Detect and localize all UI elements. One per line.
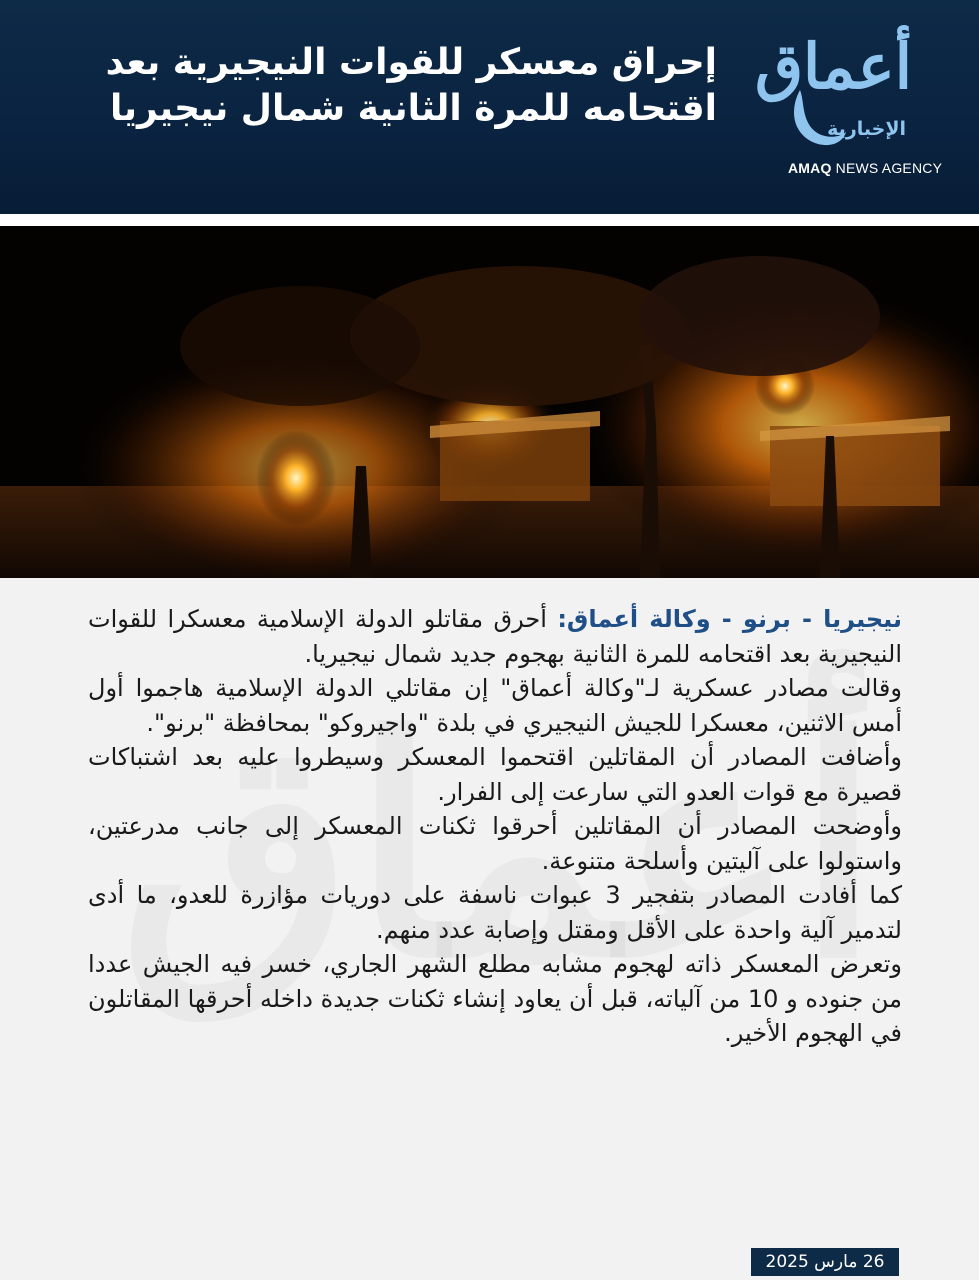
news-photo	[0, 226, 979, 578]
paragraph-5: كما أفادت المصادر بتفجير 3 عبوات ناسفة على دوريات مؤازرة للعدو، ما أدى لتدمير آلية واحدة على الأقل ومقتل وإصابة عدد منهم.	[88, 881, 902, 944]
logo-english	[788, 160, 942, 176]
logo-english-rest: NEWS AGENCY	[831, 160, 943, 176]
burning-camp-image	[0, 226, 979, 578]
logo-english-bold: AMAQ	[788, 160, 832, 176]
header-divider	[0, 214, 979, 226]
amaq-logo	[754, 22, 952, 182]
paragraph-6: وتعرض المعسكر ذاته لهجوم مشابه مطلع الشهر الجاري، خسر فيه الجيش عددا من جنوده و 10 من آلياته، قبل أن يعاود إنشاء ثكنات جديدة داخله أحرقها المقاتلون في الهجوم الأخير.	[88, 950, 902, 1047]
article-body	[88, 602, 902, 1051]
logo-subtitle: الإخبارية	[827, 118, 906, 140]
date-badge: 26 مارس 2025	[751, 1248, 899, 1276]
dateline: نيجيريا - برنو - وكالة أعماق:	[557, 605, 902, 633]
logo-arabic-text: أعماق	[754, 30, 912, 103]
logo-swoosh-icon	[788, 82, 848, 152]
headline: إحراق معسكر للقوات النيجيرية بعد اقتحامه للمرة الثانية شمال نيجيريا	[105, 42, 717, 129]
paragraph-1-text: أحرق مقاتلو الدولة الإسلامية معسكرا للقوات النيجيرية بعد اقتحامه للمرة الثانية بهجوم جديد شمال نيجيريا.	[88, 605, 902, 668]
article-paragraph	[88, 602, 902, 671]
paragraph-4: وأوضحت المصادر أن المقاتلين أحرقوا ثكنات المعسكر إلى جانب مدرعتين، واستولوا على آليتين وأسلحة متنوعة.	[88, 812, 902, 875]
paragraph-2: وقالت مصادر عسكرية لـ"وكالة أعماق" إن مقاتلي الدولة الإسلامية هاجموا أول أمس الاثنين، معسكرا للجيش النيجيري في بلدة "واجيروكو" بمحافظة "برنو".	[88, 674, 902, 737]
header-banner	[0, 0, 979, 214]
paragraph-3: وأضافت المصادر أن المقاتلين اقتحموا المعسكر وسيطروا عليه بعد اشتباكات قصيرة مع قوات العدو التي سارعت إلى الفرار.	[88, 743, 902, 806]
